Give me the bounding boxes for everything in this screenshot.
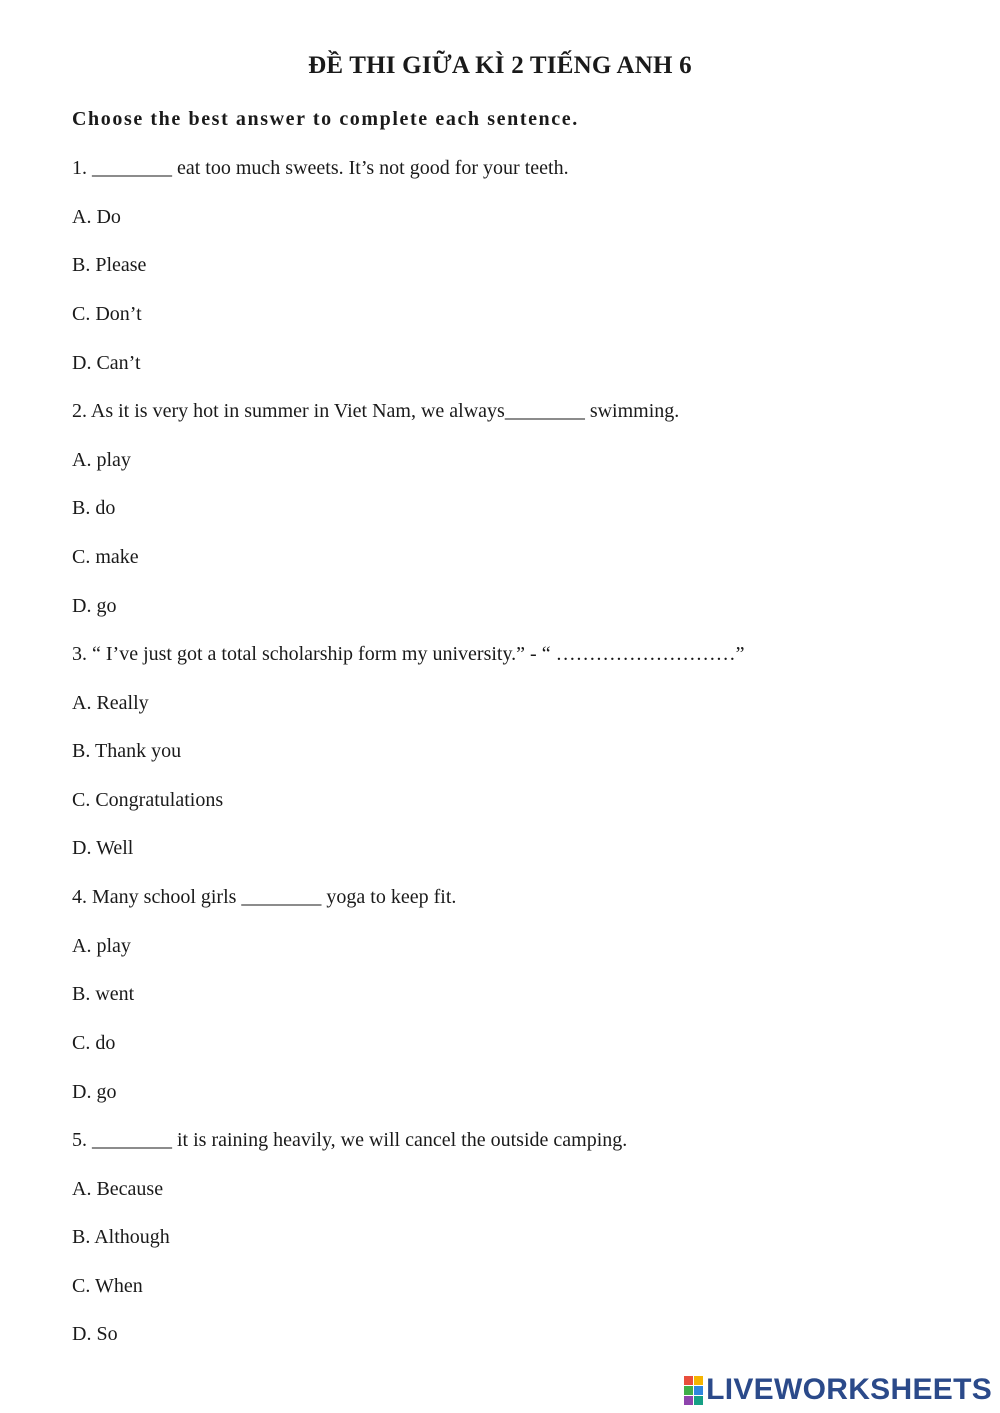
option-1c[interactable]: C. Don’t <box>72 303 142 325</box>
option-4a[interactable]: A. play <box>72 935 131 957</box>
option-3d[interactable]: D. Well <box>72 837 134 859</box>
option-5b[interactable]: B. Although <box>72 1226 170 1248</box>
logo-square-icon <box>694 1396 703 1405</box>
option-3c[interactable]: C. Congratulations <box>72 789 224 811</box>
option-4b[interactable]: B. went <box>72 983 135 1005</box>
liveworksheets-logo <box>684 1373 992 1407</box>
option-5a[interactable]: A. Because <box>72 1178 164 1200</box>
question-5: 5. ________ it is raining heavily, we will cancel the outside camping. <box>72 1129 628 1151</box>
option-2d[interactable]: D. go <box>72 595 117 617</box>
question-2: 2. As it is very hot in summer in Viet Nam, we always________ swimming. <box>72 400 680 422</box>
option-4d[interactable]: D. go <box>72 1081 117 1103</box>
option-1a[interactable]: A. Do <box>72 206 121 228</box>
option-2b[interactable]: B. do <box>72 497 116 519</box>
option-2c[interactable]: C. make <box>72 546 139 568</box>
logo-square-icon <box>684 1396 693 1405</box>
option-3b[interactable]: B. Thank you <box>72 740 182 762</box>
option-4c[interactable]: C. do <box>72 1032 116 1054</box>
page-title: ĐỀ THI GIỮA KÌ 2 TIẾNG ANH 6 <box>308 52 692 79</box>
instruction: Choose the best answer to complete each sentence. <box>72 108 579 130</box>
question-1: 1. ________ eat too much sweets. It’s not good for your teeth. <box>72 157 569 179</box>
logo-square-icon <box>684 1386 693 1395</box>
option-5d[interactable]: D. So <box>72 1323 118 1345</box>
option-1d[interactable]: D. Can’t <box>72 352 141 374</box>
liveworksheets-mark-icon <box>684 1376 703 1405</box>
logo-text: LIVEWORKSHEETS <box>706 1373 992 1406</box>
logo-square-icon <box>694 1386 703 1395</box>
logo-square-icon <box>684 1376 693 1385</box>
question-3: 3. “ I’ve just got a total scholarship form my university.” - “ ………………………” <box>72 643 745 665</box>
option-5c[interactable]: C. When <box>72 1275 143 1297</box>
option-3a[interactable]: A. Really <box>72 692 149 714</box>
logo-square-icon <box>694 1376 703 1385</box>
option-2a[interactable]: A. play <box>72 449 131 471</box>
option-1b[interactable]: B. Please <box>72 254 147 276</box>
question-4: 4. Many school girls ________ yoga to keep fit. <box>72 886 457 908</box>
